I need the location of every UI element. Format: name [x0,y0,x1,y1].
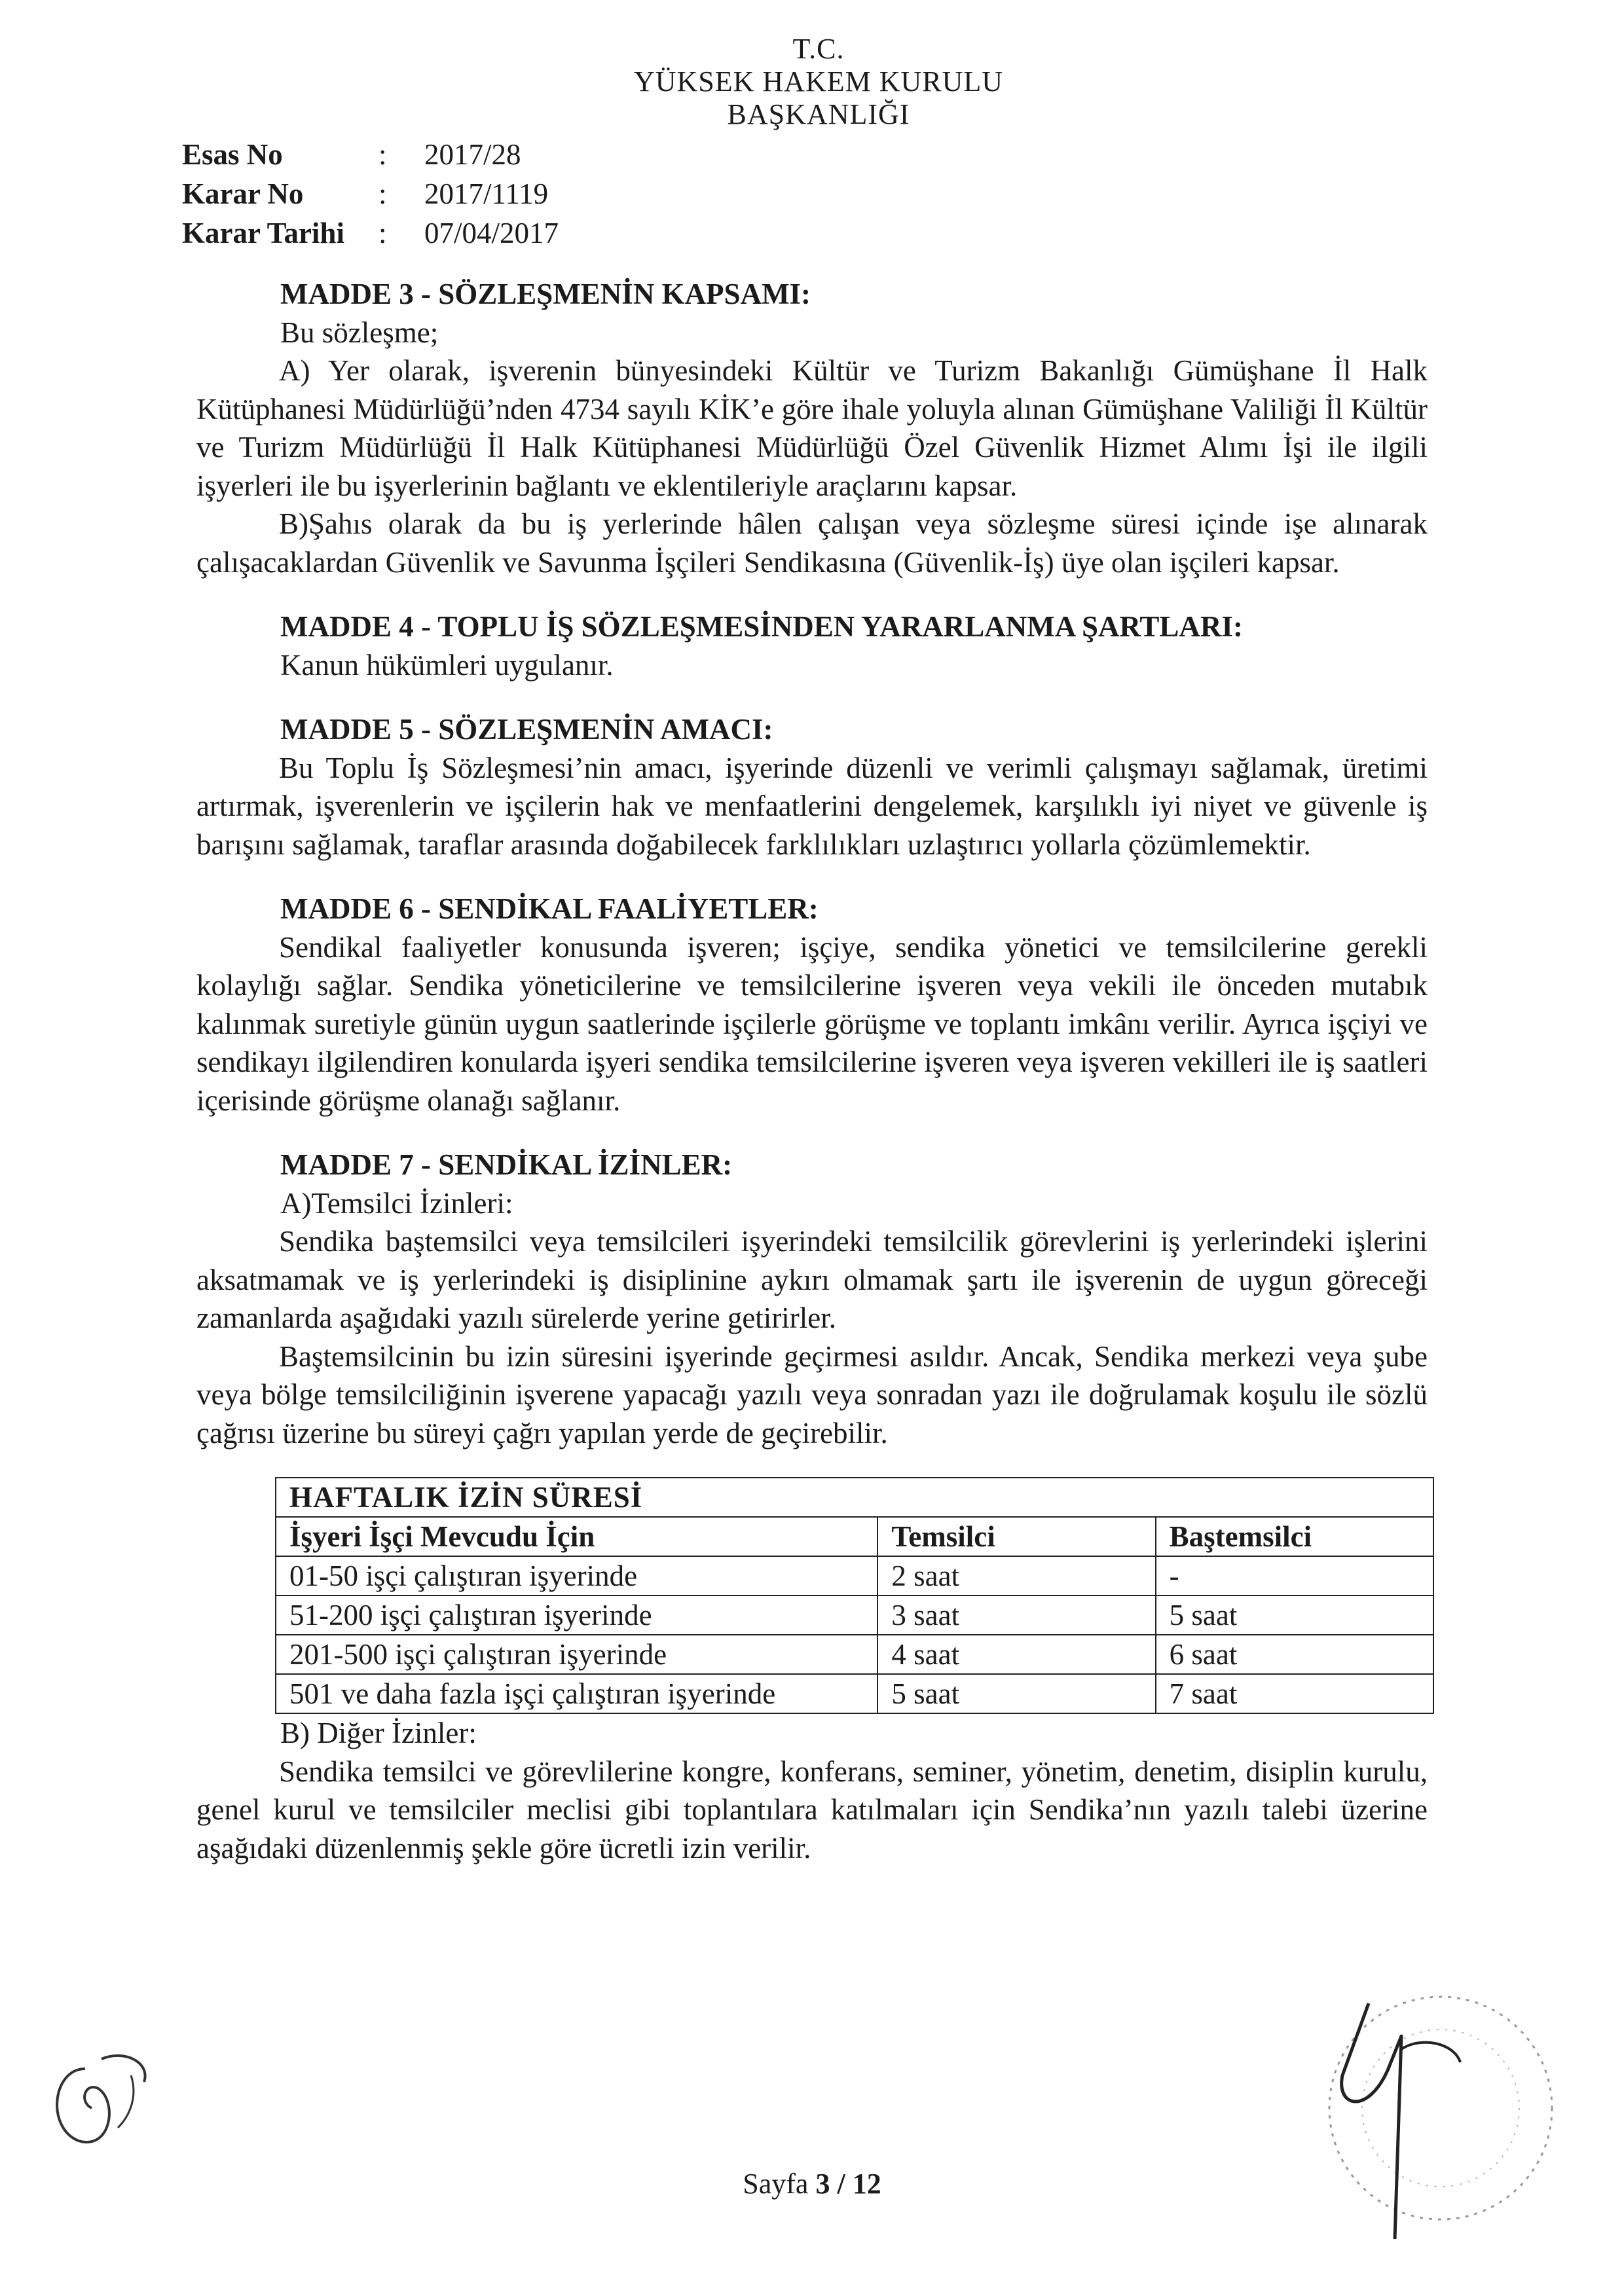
madde3-paragraph-a: A) Yer olarak, işverenin bünyesindeki Kültür ve Turizm Bakanlığı Gümüşhane İl Halk Kütüphanesi Müdürlüğü’nden 4734 sayılı KİK’e göre ihale yoluyla alınan Gümüşhane Valiliği İl Kültür ve Turizm Müdürlüğü İl Halk Kütüphanesi Müdürlüğü Özel Güvenlik Hizmet Alımı İşi ile ilgili işyerleri ile bu işyerlerinin bağlantı ve eklentileriyle araçlarını kapsar. [196,354,1428,502]
madde6-text: Sendikal faaliyetler konusunda işveren; işçiye, sendika yönetici ve temsilcilerine gerekli kolaylığı sağlar. Sendika yöneticilerine ve temsilcilerine işveren veya vekili ile önceden mutabık kalınmak suretiyle günün uygun saatlerinde işçilerle görüşme ve toplantı imkânı verilir. Ayrıca işçiyi ve sendikayı ilgilendiren konularda işyeri sendika temsilcilerine işveren veya işveren vekilleri ile iş saatleri içerisinde görüşme olanağı sağlanır. [196,930,1428,1117]
madde3-heading: MADDE 3 - SÖZLEŞMENİN KAPSAMI: [280,278,811,310]
meta-key: Karar No [182,177,304,210]
meta-separator: : [378,177,387,210]
header-institution: YÜKSEK HAKEM KURULU [633,65,1004,98]
madde7-paragraph-1: Sendika baştemsilci veya temsilcileri işyerindeki temsilcilik görevlerini iş yerlerindeki işlerini aksatmamak ve iş yerlerindeki iş disiplinine aykırı olmamak şartı ile işverenin de uygun göreceği zamanlarda aşağıdaki yazılı sürelerde yerine getirirler. [196,1225,1428,1334]
document-body [196,275,1428,1867]
meta-row-esas-no [182,135,559,174]
meta-value: 07/04/2017 [424,217,559,249]
table-cell: 2 saat [877,1556,1155,1595]
table-cell: 501 ve daha fazla işçi çalıştıran işyerinde [276,1674,877,1713]
case-metadata [182,135,559,253]
table-title: HAFTALIK İZİN SÜRESİ [276,1478,1433,1517]
header-department: BAŞKANLIĞI [727,98,910,130]
table-header-cell: Temsilci [877,1517,1155,1556]
madde3-paragraph-b: B)Şahıs olarak da bu iş yerlerinde hâlen çalışan veya sözleşme süresi içinde işe alınarak çalışacaklardan Güvenlik ve Savunma İşçileri Sendikasına (Güvenlik-İş) üye olan işçileri kapsar. [196,507,1428,579]
header-tc: T.C. [792,33,845,65]
madde7-subheading-a: A)Temsilci İzinleri: [280,1186,513,1220]
meta-row-karar-tarihi [182,213,559,253]
meta-key: Esas No [182,138,283,171]
table-header-cell: İşyeri İşçi Mevcudu İçin [276,1517,877,1556]
weekly-leave-table [275,1477,1434,1714]
table-cell: 3 saat [877,1595,1155,1635]
footer-label: Sayfa [743,2168,816,2200]
table-cell: 5 saat [877,1674,1155,1713]
madde6-heading: MADDE 6 - SENDİKAL FAALİYETLER: [280,892,819,925]
meta-row-karar-no [182,174,559,213]
page-number: 3 / 12 [815,2168,881,2200]
table-row [276,1595,1433,1635]
table-row [276,1674,1433,1713]
table-cell: - [1156,1556,1433,1595]
madde5-text: Bu Toplu İş Sözleşmesi’nin amacı, işyerinde düzenli ve verimli çalışmayı sağlamak, üretimi artırmak, işverenlerin ve işçilerin hak ve menfaatlerini dengelemek, karşılıklı iyi niyet ve güvenle iş barışını sağlamak, taraflar arasında doğabilecek farklılıkları uzlaştırıcı yollarla çözümlemektir. [196,751,1428,861]
page-footer [0,2167,1624,2200]
meta-separator: : [378,217,387,249]
table-cell: 01-50 işçi çalıştıran işyerinde [276,1556,877,1595]
handwritten-initial-mark [39,2030,170,2174]
table-row [276,1635,1433,1674]
madde4-text: Kanun hükümleri uygulanır. [280,648,614,682]
table-cell: 7 saat [1156,1674,1433,1713]
madde7-heading: MADDE 7 - SENDİKAL İZİNLER: [280,1148,733,1181]
document-header [524,33,1113,131]
table-cell: 51-200 işçi çalıştıran işyerinde [276,1595,877,1635]
table-header-cell: Baştemsilci [1156,1517,1433,1556]
meta-separator: : [378,138,387,171]
table-cell: 6 saat [1156,1635,1433,1674]
meta-key: Karar Tarihi [182,217,344,249]
signature-and-stamp [1244,1977,1585,2252]
madde7-subheading-b: B) Diğer İzinler: [280,1717,477,1749]
madde3-intro: Bu sözleşme; [280,316,439,349]
meta-value: 2017/28 [424,138,521,171]
table-cell: 4 saat [877,1635,1155,1674]
table-cell: 5 saat [1156,1595,1433,1635]
madde7-paragraph-3: Sendika temsilci ve görevlilerine kongre, konferans, seminer, yönetim, denetim, disiplin kurulu, genel kurul ve temsilciler meclisi gibi toplantılara katılmaları için Sendika’nın yazılı talebi üzerine aşağıdaki düzenlenmiş şekle göre ücretli izin verilir. [196,1755,1428,1865]
madde7-paragraph-2: Baştemsilcinin bu izin süresini işyerinde geçirmesi asıldır. Ancak, Sendika merkezi veya şube veya bölge temsilciliğinin işverene yapacağı yazılı veya sonradan yazı ile doğrulamak koşulu ile sözlü çağrısı üzerine bu süreyi çağrı yapılan yerde de geçirebilir. [196,1339,1428,1449]
meta-value: 2017/1119 [424,177,549,210]
table-header-row [276,1517,1433,1556]
madde4-heading: MADDE 4 - TOPLU İŞ SÖZLEŞMESİNDEN YARARLANMA ŞARTLARI: [280,610,1243,643]
madde5-heading: MADDE 5 - SÖZLEŞMENİN AMACI: [280,713,773,746]
table-cell: 201-500 işçi çalıştıran işyerinde [276,1635,877,1674]
table-row [276,1556,1433,1595]
